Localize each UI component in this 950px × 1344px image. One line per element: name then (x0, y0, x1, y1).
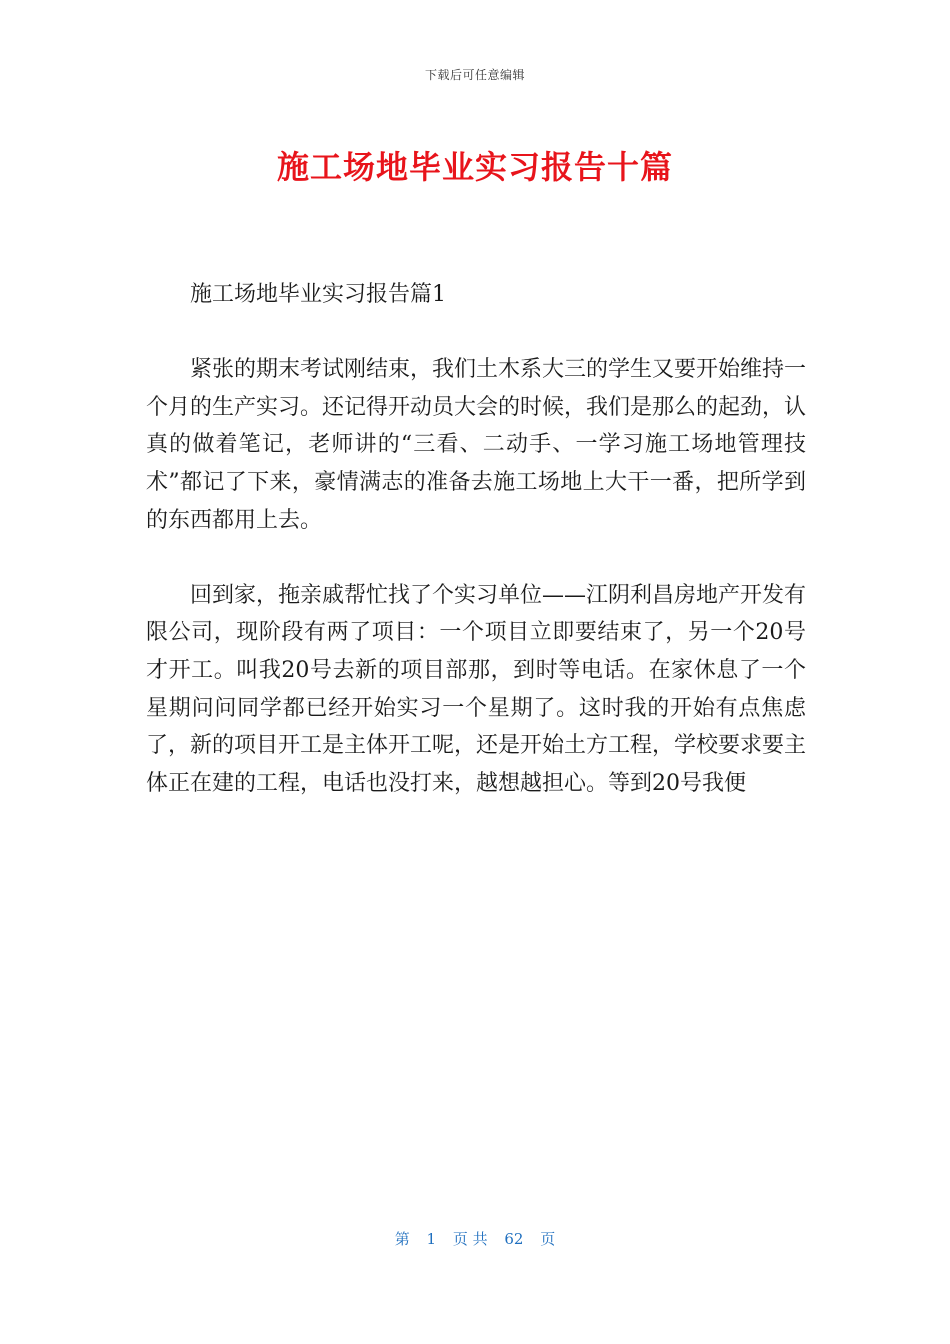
page-footer (0, 1228, 950, 1249)
footer-label-of: 页 共 (452, 1230, 488, 1248)
section-heading: 施工场地毕业实习报告篇1 (190, 282, 446, 307)
paragraph: 紧张的期末考试刚结束，我们土木系大三的学生又要开始维持一个月的生产实习。还记得开动员大会的时候，我们是那么的起劲，认真的做着笔记，老师讲的“三看、二动手、一学习施工场地管理技术”都记了下来，豪情满志的准备去施工场地上大干一番，把所学到的东西都用上去。 (146, 357, 807, 533)
document-title: 施工场地毕业实习报告十篇 (276, 148, 673, 186)
footer-label-page: 第 (394, 1230, 410, 1248)
footer-total-pages: 62 (504, 1230, 524, 1248)
footer-current-page: 1 (426, 1230, 437, 1248)
footer-label-pages: 页 (540, 1230, 556, 1248)
header-note: 下载后可任意编辑 (424, 68, 525, 82)
paragraph: 回到家，拖亲戚帮忙找了个实习单位——江阴利昌房地产开发有限公司，现阶段有两了项目：一个项目立即要结束了，另一个20号才开工。叫我20号去新的项目部那，到时等电话。在家休息了一个星期问问同学都已经开始实习一个星期了。这时我的开始有点焦虑了，新的项目开工是主体开工呢，还是开始土方工程，学校要求要主体正在建的工程，电话也没打来，越想越担心。等到20号我便 (146, 582, 807, 796)
document-body (146, 276, 806, 840)
